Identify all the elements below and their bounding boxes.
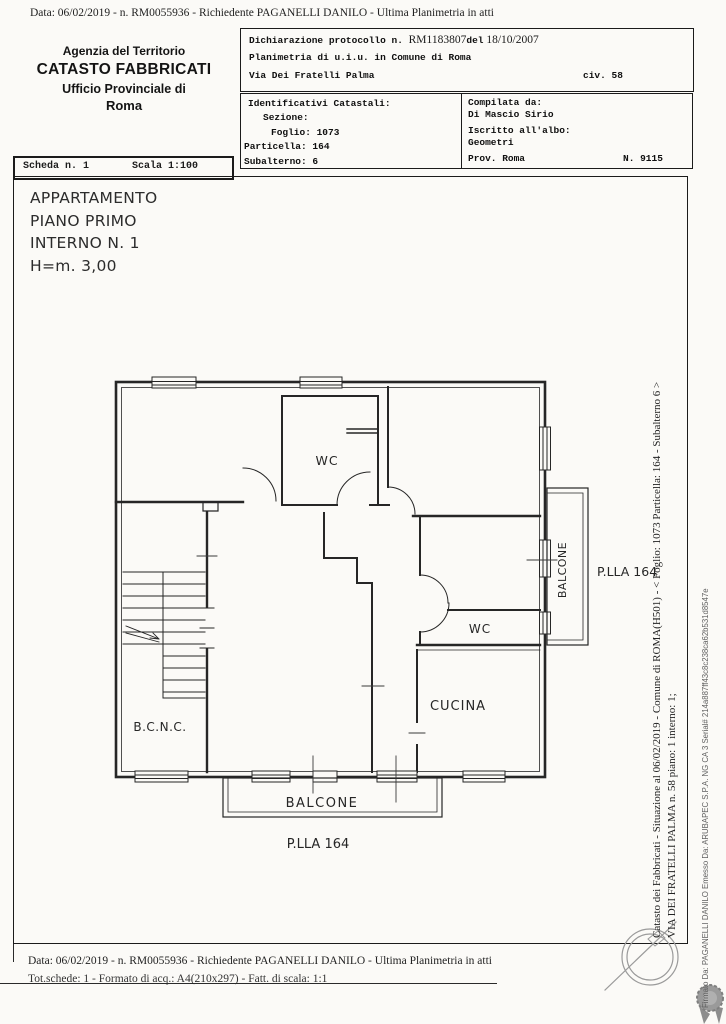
outer-wall [116,382,545,777]
wall-wc1 [282,396,378,505]
agency-title: CATASTO FABBRICATI [36,61,212,78]
floor-line: PIANO PRIMO [30,211,137,230]
wc1-partition-stub [347,429,377,433]
sezione-field: Sezione: [263,112,309,124]
height-line: H=m. 3,00 [30,256,117,275]
digital-signature-line: Firmato Da: PAGANELLI DANILO Emesso Da: ARUBAPEC S.P.A. NG CA 3 Serial# 214a887ff43c8c238ca62b531d8547e [701,588,710,1008]
bottom-acquisition-line: Tot.schede: 1 - Formato di acq.: A4(210x297) - Fatt. di scala: 1:1 [28,973,328,985]
interno-line: INTERNO N. 1 [30,234,140,252]
wall-hall-jog [324,513,372,583]
albo-number: N. 9115 [623,153,663,164]
bottom-margin-line: Data: 06/02/2019 - n. RM0055936 - Richiedente PAGANELLI DANILO - Ultima Planimetria in atti [28,955,492,967]
wc-top-label: WC [315,453,339,468]
agency-office: Ufficio Provinciale di [62,82,186,96]
scale-value: Scala 1:100 [132,161,199,172]
particella-field: Particella: 164 [244,141,330,153]
windows [135,377,551,782]
door-arc-living [243,468,276,501]
margin-address-line: VIA DEI FRATELLI PALMA n. 58 piano: 1 interno: 1; [666,693,678,938]
stair-direction-arrow [126,626,159,642]
top-margin-line: Data: 06/02/2019 - n. RM0055936 - Richiedente PAGANELLI DANILO - Ultima Planimetria in atti [30,7,494,19]
door-arc-wc1 [337,472,370,505]
foglio-field: Foglio: 1073 [271,126,340,138]
plla-right-label: P.LLA 164 [597,564,658,579]
agency-city: Roma [105,98,143,113]
planimetria-line: Planimetria di u.i.u. in Comune di Roma [249,52,472,63]
protocol-date: 18/10/2007 [483,34,539,46]
wall-notch [203,502,218,511]
wc-mid-label: WC [468,622,492,636]
albo-value: Geometri [468,136,514,148]
bottom-cut-line [0,983,497,984]
street-line: Via Dei Fratelli Palma [249,70,375,81]
identifiers-title: Identificativi Catastali: [248,98,391,109]
door-arc-topright-room [388,487,415,514]
bcnc-label: B.C.N.C. [133,720,187,734]
protocol-del: del [466,35,484,46]
section-ticks [197,556,557,802]
balcone-bottom-label: BALCONE [285,796,359,811]
door-arc-wc2 [420,603,449,632]
prov-value: Prov. Roma [468,153,526,164]
plla-bottom-label: P.LLA 164 [286,837,350,852]
scheda-number: Scheda n. 1 [23,161,90,172]
protocol-label: Dichiarazione protocollo n. [249,35,409,46]
subalterno-field: Subalterno: 6 [244,155,319,167]
frame-left-stub [13,944,14,962]
agency-line: Agenzia del Territorio [62,44,186,58]
apartment-line: APPARTAMENTO [30,189,158,207]
staircase [123,572,205,698]
balcone-right-label: BALCONE [556,541,569,599]
albo-label: Iscritto all'albo: [468,125,571,136]
margin-catasto-line: Catasto dei Fabbricati - Situazione al 06/02/2019 - Comune di ROMA(H501) - < Foglio: 1073 Particella: 164 - Subalterno 6 > [651,381,663,938]
protocol-number: RM1183807 [408,34,467,46]
door-arc-midroom [420,575,448,603]
compiler-name: Di Mascio Sirio [468,108,554,120]
civic-number: civ. 58 [583,70,623,81]
cucina-label: CUCINA [429,699,487,714]
compiled-by-label: Compilata da: [468,97,543,108]
